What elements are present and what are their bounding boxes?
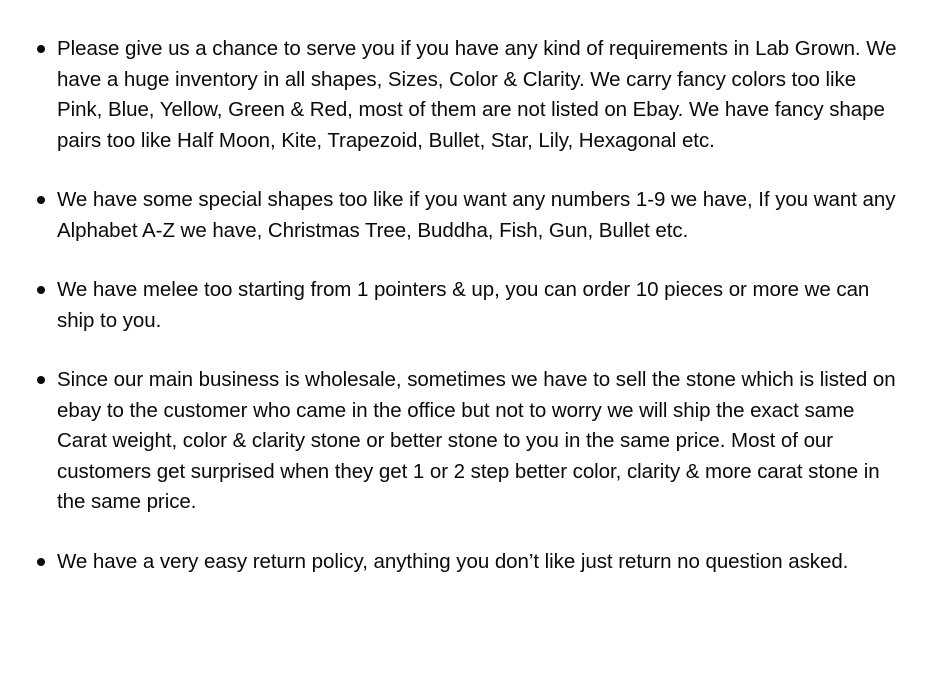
list-item-text: Please give us a chance to serve you if you have any kind of requirements in Lab Grown. We have a huge inventory in all shapes, Sizes, Color & Clarity. We carry fancy colors too like Pink, Blue, Yellow, Green & Red, most of them are not listed on Ebay. We have fancy shape pairs too like Half Moon, Kite, Trapezoid, Bullet, Star, Lily, Hexagonal etc. — [57, 37, 897, 152]
list-item — [30, 185, 901, 246]
list-item — [30, 34, 901, 156]
bullet-dot-icon — [37, 286, 45, 294]
list-item — [30, 365, 901, 518]
list-item-text: Since our main business is wholesale, sometimes we have to sell the stone which is listed on ebay to the customer who came in the office but not to worry we will ship the exact same Carat weight, color & clarity stone or better stone to you in the same price. Most of our customers get surprised when they get 1 or 2 step better color, clarity & more carat stone in the same price. — [57, 368, 896, 513]
bullet-dot-icon — [37, 376, 45, 384]
bullet-dot-icon — [37, 196, 45, 204]
bullet-dot-icon — [37, 45, 45, 53]
bullet-list — [30, 34, 901, 577]
list-item-text: We have a very easy return policy, anything you don’t like just return no question asked. — [57, 549, 849, 573]
list-item-text: We have some special shapes too like if you want any numbers 1-9 we have, If you want any Alphabet A-Z we have, Christmas Tree, Buddha, Fish, Gun, Bullet etc. — [57, 188, 896, 242]
list-item — [30, 547, 901, 578]
list-item-text: We have melee too starting from 1 pointers & up, you can order 10 pieces or more we can ship to you. — [57, 278, 870, 332]
list-item — [30, 275, 901, 336]
bullet-dot-icon — [37, 558, 45, 566]
